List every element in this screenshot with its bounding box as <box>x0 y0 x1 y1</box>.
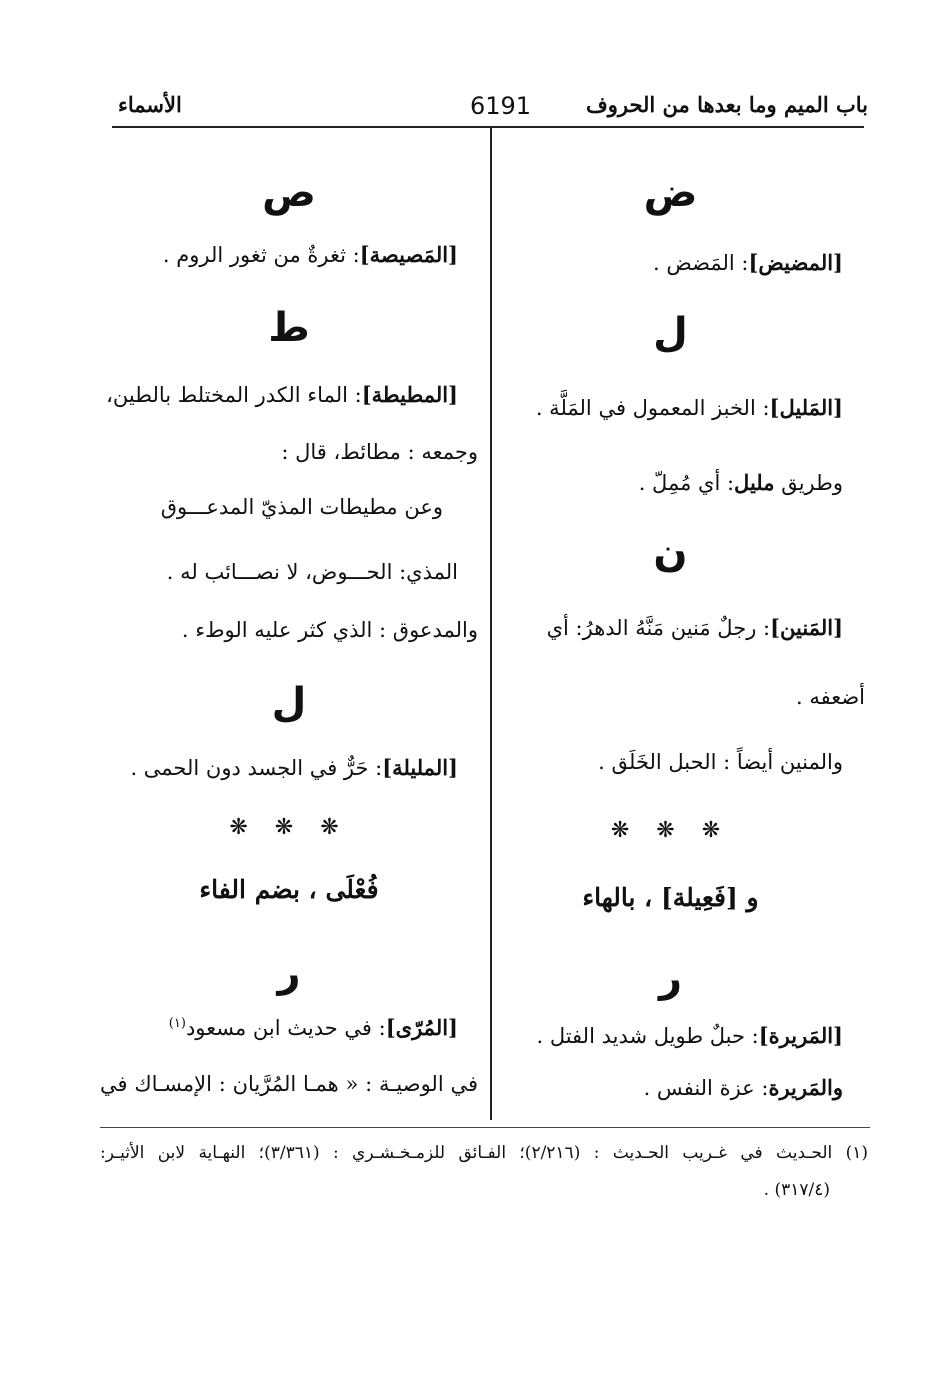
entry-marira <box>498 1023 843 1048</box>
entry-definition: : الخبز المعمول في المَلَّة . <box>535 396 770 420</box>
entry-term: [المَريرة] <box>758 1023 843 1048</box>
header-rule <box>112 126 864 128</box>
section-title: الأسماء <box>118 92 182 117</box>
entry-manin <box>498 615 843 640</box>
entry-madhi: المذي: الحـــوض، لا نصـــائب له . <box>166 560 458 584</box>
section-heading: فُعْلَى ، بضم الفاء <box>199 875 379 904</box>
entry-definition: : المَضض . <box>653 251 749 275</box>
entry-definition: : في حديث ابن مسعود <box>185 1016 386 1040</box>
entry-definition: : حبلٌ طويل شديد الفتل . <box>536 1024 759 1048</box>
footnote-line-1: (١) الحـديث في غـريب الحـديث : (٢/٢١٦)؛ الفـائق للزمـخـشـري : (٣/٣٦١)؛ النهـاية لابن الأثيـر: <box>100 1143 868 1163</box>
entry-prefix: وطريق <box>781 471 843 495</box>
letter-heading-ra: ر <box>658 955 683 1001</box>
entry-definition: : أي مُمِلّ . <box>638 471 735 495</box>
entry-definition: : عزة النفس . <box>643 1076 769 1100</box>
entry-masisa <box>100 242 478 267</box>
entry-murra <box>100 1015 478 1040</box>
entry-definition: : الماء الكدر المختلط بالطين، <box>106 383 362 407</box>
entry-term: [المَنين] <box>770 615 843 640</box>
footnote-marker[interactable]: (١) <box>168 1016 186 1031</box>
entry-marira-2 <box>498 1075 843 1100</box>
letter-heading-lam: ل <box>271 680 307 726</box>
entry-term: [المطيطة] <box>361 382 458 407</box>
poetry-verse: وعن مطيطات المذيّ المدعـــوق <box>160 495 443 519</box>
entry-wasiyya: في الوصيـة : « همـا المُرَّيان : الإمسـاك في <box>100 1072 478 1096</box>
entry-definition: : ثغرةٌ من ثغور الروم . <box>162 243 360 267</box>
entry-plural: وجمعه : مطائط، قال : <box>281 440 478 464</box>
entry-malila <box>100 755 478 780</box>
entry-term: [المُرّى] <box>385 1015 458 1040</box>
entry-term: مليل <box>734 470 775 495</box>
letter-heading-ta: ط <box>268 305 310 351</box>
column-divider <box>490 128 492 1120</box>
section-heading: و [فَعِيلة] ، بالهاء <box>582 883 759 912</box>
letter-heading-ra: ر <box>277 950 301 996</box>
section-separator: ❋ ❋ ❋ <box>610 818 731 843</box>
entry-manin-continuation: أضعفه . <box>795 685 865 709</box>
entry-malil <box>498 395 843 420</box>
footnote-rule <box>100 1127 870 1128</box>
entry-matita <box>100 382 478 407</box>
entry-madoq: والمدعوق : الذي كثر عليه الوطء . <box>181 618 478 642</box>
section-separator: ❋ ❋ ❋ <box>229 815 349 840</box>
entry-mudid <box>498 250 843 275</box>
entry-term: والمَريرة <box>768 1075 843 1100</box>
footnote-line-2: (٣١٧/٤) . <box>763 1180 830 1200</box>
letter-heading-dad: ض <box>643 170 698 216</box>
entry-definition: : حَرٌّ في الجسد دون الحمى . <box>130 756 383 780</box>
entry-term: [المَصيصة] <box>359 242 458 267</box>
letter-heading-nun: ن <box>653 530 688 576</box>
entry-road <box>498 470 843 495</box>
letter-heading-sad: ص <box>262 170 316 216</box>
chapter-title: باب الميم وما بعدها من الحروف <box>585 92 868 117</box>
entry-term: [المليلة] <box>382 755 458 780</box>
entry-definition: : رجلٌ مَنين مَنَّهُ الدهرُ: أي <box>546 616 771 640</box>
entry-term: [المَليل] <box>769 395 843 420</box>
entry-manin-also: والمنين أيضاً : الحبل الخَلَق . <box>598 750 843 774</box>
page-number: 6191 <box>470 92 532 120</box>
entry-term: [المضيض] <box>748 250 843 275</box>
letter-heading-lam: ل <box>653 310 688 356</box>
